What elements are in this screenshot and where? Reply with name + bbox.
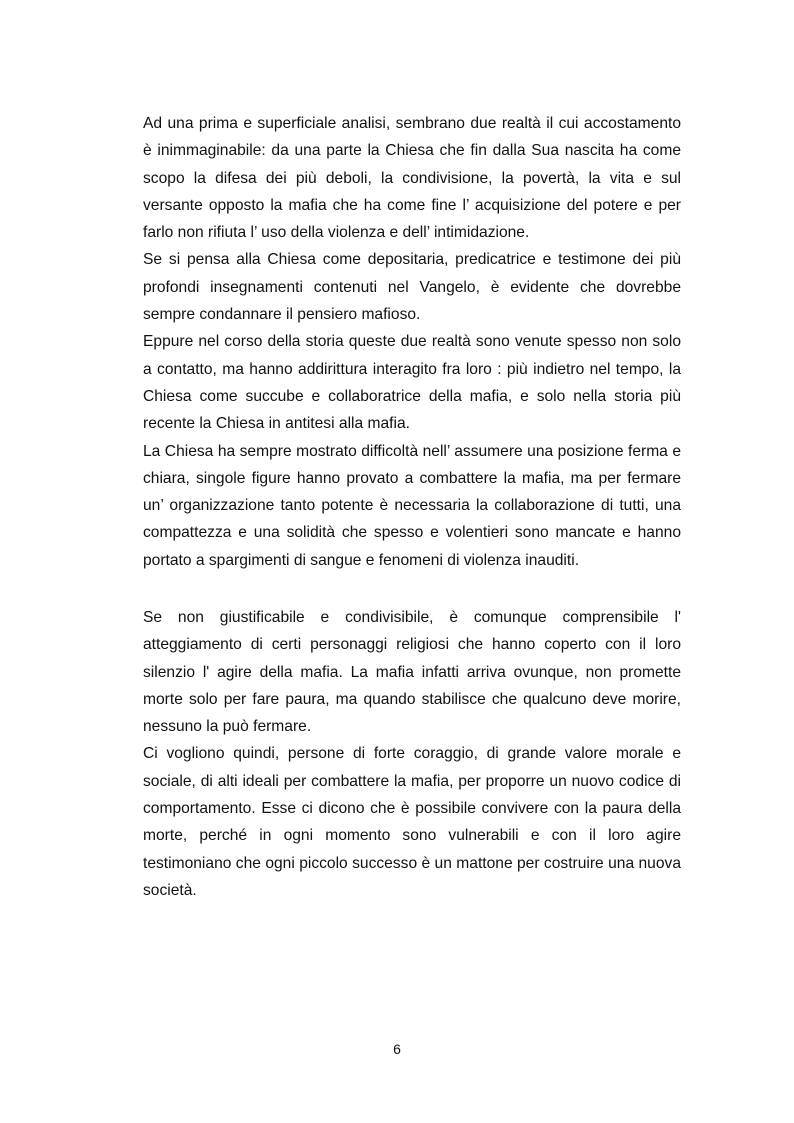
paragraph: Ad una prima e superficiale analisi, sembrano due realtà il cui accostamento è inimmaginabile: da una parte la Chiesa che fin dalla Sua nascita ha come scopo la difesa dei più deboli, la condivisione, la povertà, la vita e sul versante opposto la mafia che ha come fine l’ acquisizione del potere e per farlo non rifiuta l’ uso della violenza e dell’ intimidazione.: [143, 115, 681, 242]
paragraph: Ci vogliono quindi, persone di forte coraggio, di grande valore morale e sociale, di alti ideali per combattere la mafia, per proporre un nuovo codice di comportamento. Esse ci dicono che è possibile convivere con la paura della morte, perché in ogni momento sono vulnerabili e con il loro agire testimoniano che ogni piccolo successo è un mattone per costruire una nuova società.: [143, 745, 681, 899]
page-number: 6: [393, 1041, 401, 1057]
text-section-1: [143, 110, 681, 574]
text-section-2: [143, 604, 681, 904]
paragraph: Se non giustificabile e condivisibile, è comunque comprensibile l' atteggiamento di certi personaggi religiosi che hanno coperto con il loro silenzio l' agire della mafia. La mafia infatti arriva ovunque, non promette morte solo per fare paura, ma quando stabilisce che qualcuno deve morire, nessuno la può fermare.: [143, 609, 681, 736]
paragraph: La Chiesa ha sempre mostrato difficoltà nell’ assumere una posizione ferma e chiara, singole figure hanno provato a combattere la mafia, ma per fermare un’ organizzazione tanto potente è necessaria la collaborazione di tutti, una compattezza e una solidità che spesso e volentieri sono mancate e hanno portato a spargimenti di sangue e fenomeni di violenza inauditi.: [143, 442, 681, 569]
paragraph: Se si pensa alla Chiesa come depositaria, predicatrice e testimone dei più profondi insegnamenti contenuti nel Vangelo, è evidente che dovrebbe sempre condannare il pensiero mafioso.: [143, 251, 681, 324]
paragraph: Eppure nel corso della storia queste due realtà sono venute spesso non solo a contatto, ma hanno addirittura interagito fra loro : più indietro nel tempo, la Chiesa come succube e collaboratrice della mafia, e solo nella storia più recente la Chiesa in antitesi alla mafia.: [143, 333, 681, 433]
